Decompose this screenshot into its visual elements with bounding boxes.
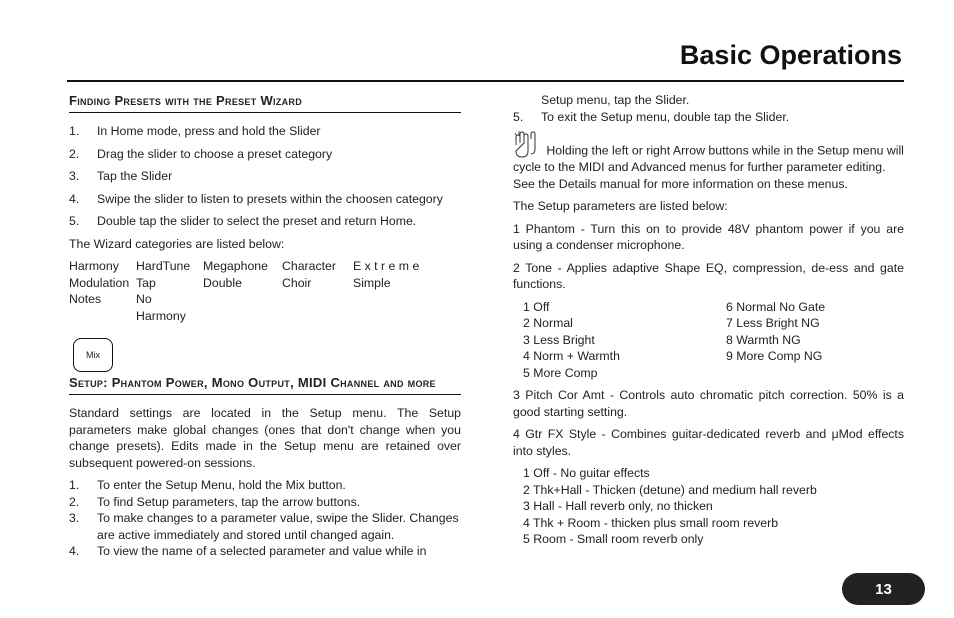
category: HardTune [136,259,191,273]
category: E x t r e m e [353,259,420,273]
tone-option: 4 Norm + Warmth [523,349,620,363]
tone-option: 6 Normal No Gate [726,299,826,314]
tone-option: 8 Warmth NG [726,332,801,347]
tone-option: 5 More Comp [523,365,598,380]
category: Character [282,259,336,273]
param-tone: 2 Tone - Applies adaptive Shape EQ, compression, de-ess and gate functions. [513,260,904,291]
param-phantom: 1 Phantom - Turn this on to provide 48V phantom power if you are using a condenser microphone. [513,221,904,252]
step-number: 2. [69,494,80,509]
tone-options [513,299,904,382]
list-item [513,92,904,109]
wizard-intro: The Wizard categories are listed below: [69,236,285,251]
category: Modulation [69,275,130,290]
step-text: Tap the Slider [97,169,173,183]
category: Double [203,275,242,290]
tone-option: 9 More Comp NG [726,349,823,363]
wizard-categories [69,258,461,324]
step-number: 1. [69,124,80,138]
step-text: To view the name of a selected parameter and value while in [97,544,427,558]
list-item [69,477,461,494]
list-item [69,146,461,163]
tone-option: 3 Less Bright [523,332,595,347]
note-block [513,131,904,192]
gtr-option: 1 Off - No guitar effects [523,466,650,480]
step-number: 1. [69,478,80,492]
wizard-steps [69,123,461,230]
tone-option: 7 Less Bright NG [726,316,820,330]
param-pitch: 3 Pitch Cor Amt - Controls auto chromatic pitch correction. 50% is a good starting setting. [513,388,904,419]
left-column [69,92,461,566]
step-text: To make changes to a parameter value, swipe the Slider. Changes are active immediately and stored until changed again. [97,511,459,542]
step-number: 5. [69,214,80,228]
step-text: Double tap the slider to select the preset and return Home. [97,214,417,228]
gtr-option: 5 Room - Small room reverb only [523,532,704,546]
right-column [513,92,904,554]
list-item [69,543,461,560]
tone-option: 1 Off [523,299,550,314]
tone-option: 2 Normal [523,316,573,330]
page-title: Basic Operations [679,40,902,70]
category: Tap [136,275,156,290]
gtr-option: 3 Hall - Hall reverb only, no thicken [523,499,713,513]
step-text: In Home mode, press and hold the Slider [97,124,321,138]
list-item [69,191,461,208]
step-number: 3. [69,511,80,525]
title-rule [67,80,904,82]
category: Choir [282,275,312,290]
setup-steps [69,477,461,560]
list-item [69,213,461,230]
gtr-option: 2 Thk+Hall - Thicken (detune) and medium hall reverb [523,482,817,497]
list-item [69,510,461,543]
step-text: To enter the Setup Menu, hold the Mix button. [97,478,346,492]
setup-paragraph: Standard settings are located in the Setup menu. The Setup parameters make global changes (ones that don't change when you change presets). Edits made in the Setup menu are retained over subsequent powered-on sessions. [69,406,461,470]
gtr-options [513,465,904,548]
category: Notes [69,292,102,306]
step-number: 4. [69,544,80,558]
page-number-badge: 13 [842,573,925,605]
list-item [69,123,461,140]
step-number: 2. [69,146,80,161]
list-item [513,109,904,126]
note-text: Holding the left or right Arrow buttons while in the Setup menu will cycle to the MIDI and Advanced menus for further parameter editing. See the Details manual for more information on these menus. [513,143,904,191]
step-text: Swipe the slider to listen to presets within the choosen category [97,191,443,206]
category: Megaphone [203,259,268,273]
category: No Harmony [136,292,186,323]
step-number: 3. [69,169,80,183]
double-tap-hand-icon [513,131,543,159]
step-text: Drag the slider to choose a preset category [97,146,333,161]
step-text: To find Setup parameters, tap the arrow buttons. [97,494,361,509]
gtr-option: 4 Thk + Room - thicken plus small room reverb [523,515,779,530]
section-heading-preset-wizard: Finding Presets with the Preset Wizard [69,92,461,113]
category: Harmony [69,259,119,273]
step-text: Setup menu, tap the Slider. [541,93,690,107]
setup-steps-continued [513,92,904,125]
list-item [69,494,461,511]
step-number: 5. [513,109,524,124]
setup-intro: The Setup parameters are listed below: [513,199,728,213]
mix-button-icon: Mix [73,338,113,372]
step-number: 4. [69,191,80,206]
section-heading-setup: Setup: Phantom Power, Mono Output, MIDI Channel and more [69,374,461,395]
category: Simple [353,275,391,290]
step-text: To exit the Setup menu, double tap the Slider. [541,109,790,124]
list-item [69,168,461,185]
param-gtr: 4 Gtr FX Style - Combines guitar-dedicated reverb and μMod effects into styles. [513,427,904,458]
